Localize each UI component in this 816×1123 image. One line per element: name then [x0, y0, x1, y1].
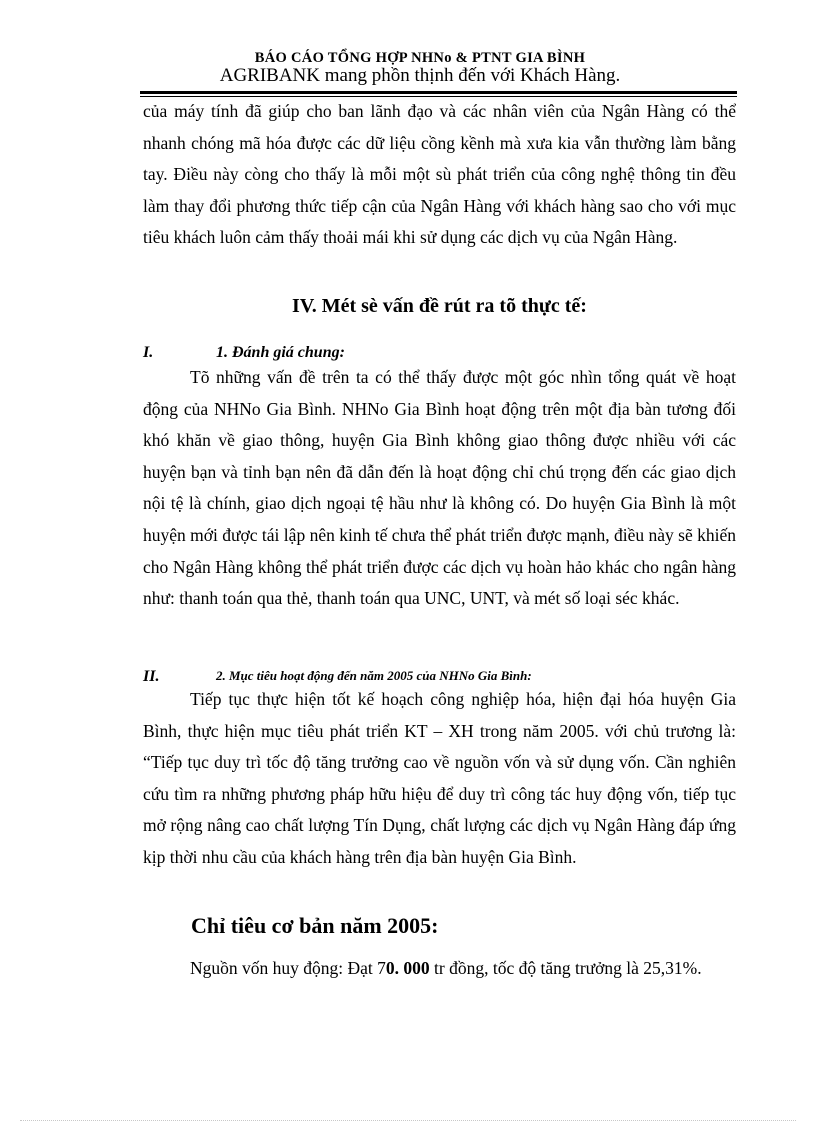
capital-value-bold: 0. 000 — [385, 958, 430, 978]
subsection-1-title: 1. Đánh giá chung: — [216, 344, 345, 361]
page-footer-divider — [20, 1120, 796, 1121]
subsection-2-paragraph: Tiếp tục thực hiện tốt kế hoạch công nghiệp hóa, hiện đại hóa huyện Gia Bình, thực hiện mục tiêu phát triển KT – XH trong năm 2005. với chủ trương là: “Tiếp tục duy trì tốc độ tăng trưởng cao về nguồn vốn và sử dụng vốn. Cần nghiên cứu tìm ra những phương pháp hữu hiệu để duy trì công tác huy động vốn, tiếp tục mở rộng nâng cao chất lượng Tín Dụng, chất lượng các dịch vụ Ngân Hàng đáp ứng kịp thời nhu cầu của khách hàng trên địa bàn huyện Gia Bình. — [143, 689, 736, 867]
header-rule-thick — [140, 91, 737, 94]
capital-text-suffix: tr đồng, tốc độ tăng trưởng là 25,31%. — [429, 958, 702, 978]
targets-heading: Chỉ tiêu cơ bản năm 2005: — [191, 913, 439, 938]
subsection-1-number: I. — [143, 344, 154, 361]
section-title: IV. Mét sè vấn đề rút ra tõ thực tế: — [292, 295, 587, 317]
subsection-2-number: II. — [143, 668, 160, 685]
capital-text-prefix: Nguồn vốn huy động: Đạt 7 — [190, 958, 386, 978]
report-header-title: BÁO CÁO TỔNG HỢP NHNo & PTNT GIA BÌNH — [254, 50, 586, 66]
report-header-slogan: AGRIBANK mang phồn thịnh đến với Khách Hàng. — [219, 65, 621, 86]
subsection-2-title: 2. Mục tiêu hoạt động đến năm 2005 của NHNo Gia Bình: — [216, 668, 532, 683]
intro-paragraph: của máy tính đã giúp cho ban lãnh đạo và các nhân viên của Ngân Hàng có thể nhanh chóng mã hóa được các dữ liệu cồng kềnh mà xưa kia vẫn thường làm bằng tay. Điều này còng cho thấy là mỗi một sù phát triển của công nghệ thông tin đều làm thay đổi phương thức tiếp cận của Ngân Hàng với khách hàng sao cho với mục tiêu khách luôn cảm thấy thoải mái khi sử dụng các dịch vụ của Ngân Hàng. — [143, 101, 736, 248]
subsection-1-paragraph: Tõ những vấn đề trên ta có thể thấy được một góc nhìn tổng quát về hoạt động của NHNo Gia Bình. NHNo Gia Bình hoạt động trên một địa bàn tương đối khó khăn về giao thông, huyện Gia Bình không giao thông được nhiều với các huyện bạn và tỉnh bạn nên đã dẫn đến là hoạt động chỉ chú trọng đến các giao dịch nội tệ là chính, giao dịch ngoại tệ hầu như là không có. Do huyện Gia Bình là một huyện mới được tái lập nên kinh tế chưa thể phát triển được mạnh, điều này sẽ khiến cho Ngân Hàng không thể phát triển được các dịch vụ hoàn hảo khác cho ngân hàng như: thanh toán qua thẻ, thanh toán qua UNC, UNT, và mét số loại séc khác. — [143, 367, 736, 609]
capital-target-paragraph — [143, 953, 736, 985]
